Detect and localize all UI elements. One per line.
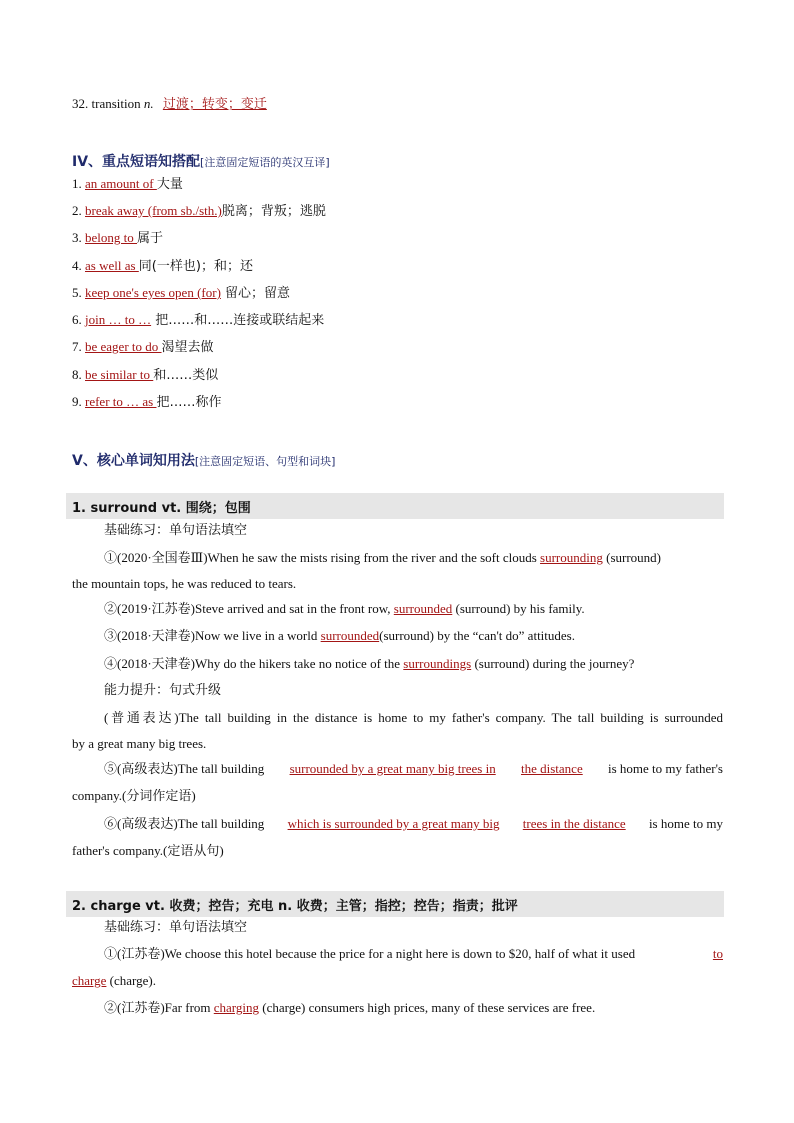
answer-text: to xyxy=(712,946,723,961)
question-1-cont xyxy=(72,973,156,989)
section-4-heading xyxy=(72,151,330,171)
meaning-text: 渴望去做 xyxy=(161,340,214,355)
question-text: is home to my father's xyxy=(607,761,723,776)
answer-text: surrounded xyxy=(320,628,380,643)
meaning-text: 大量 xyxy=(156,177,183,192)
phrase-item xyxy=(72,176,183,193)
basic-practice-label: 基础练习：单句语法填空 xyxy=(104,523,248,538)
question-1-cont: the mountain tops, he was reduced to tears. xyxy=(72,576,297,591)
question-text: ①(2020·全国卷Ⅲ)When he saw the mists rising from the river and the soft clouds xyxy=(104,550,541,565)
word-header: 2. charge vt. 收费；控告；充电 n. 收费；主管；指控；控告；指责；批评 xyxy=(72,899,518,914)
question-text: ⑥(高级表达)The tall building xyxy=(104,816,265,831)
answer-text: charging xyxy=(213,1000,260,1015)
question-1 xyxy=(104,946,723,962)
phrase-item xyxy=(72,339,214,356)
item-number: 9. xyxy=(72,394,85,409)
item-number: 6. xyxy=(72,312,85,327)
item-number: 7. xyxy=(72,339,85,354)
answer-text: break away (from sb./sth.) xyxy=(85,203,222,218)
advanced-expression-5-cont: company.(分词作定语) xyxy=(72,788,196,803)
item-number: 1. xyxy=(72,176,85,191)
answer-text: surrounded xyxy=(393,601,453,616)
question-text: (surround) xyxy=(602,550,662,565)
phrase-item xyxy=(72,394,221,411)
answer-text: 过渡；转变；变迁 xyxy=(162,97,267,112)
question-text: ②(江苏卷)Far from xyxy=(104,1000,214,1015)
phrase-item xyxy=(72,367,218,384)
answer-text: join … to … xyxy=(85,312,152,327)
basic-practice-label: 基础练习：单句语法填空 xyxy=(104,920,248,935)
phrase-item xyxy=(72,312,324,329)
answer-text: the distance xyxy=(520,761,583,776)
advanced-practice-label: 能力提升：句式升级 xyxy=(104,683,222,698)
question-text: ②(2019·江苏卷)Steve arrived and sat in the front row, xyxy=(104,601,394,616)
meaning-text: 同(一样也)；和；还 xyxy=(138,259,253,274)
answer-text: be similar to xyxy=(85,367,154,382)
question-text: (charge). xyxy=(106,973,156,988)
part-of-speech: n. xyxy=(143,96,154,111)
meaning-text: 属于 xyxy=(137,231,164,246)
answer-text: surroundings xyxy=(403,656,472,671)
plain-expression: (普通表达)The tall building in the distance is home to my father's company. The tall building is surrounded xyxy=(104,710,723,725)
section-title: IV、重点短语知搭配 xyxy=(72,154,201,170)
item-number: 2. xyxy=(72,203,85,218)
section-note: [注意固定短语的英汉互译] xyxy=(200,156,330,169)
phrase-item xyxy=(72,258,253,275)
question-text: ③(2018·天津卷)Now we live in a world xyxy=(104,628,321,643)
meaning-text: 留心；留意 xyxy=(220,286,291,301)
phrase-item xyxy=(72,203,326,220)
question-text: (surround) during the journey? xyxy=(471,656,635,671)
answer-text: charge xyxy=(72,973,107,988)
answer-text: belong to xyxy=(85,230,137,245)
question-text: ⑤(高级表达)The tall building xyxy=(104,761,265,776)
item-number: 8. xyxy=(72,367,85,382)
section-note: [注意固定短语、句型和词块] xyxy=(194,455,336,468)
meaning-text: 脱离；背叛；逃脱 xyxy=(221,204,326,219)
advanced-expression-5 xyxy=(104,761,723,777)
answer-text: an amount of xyxy=(85,176,157,191)
answer-text: refer to … as xyxy=(85,394,157,409)
question-text: is home to my xyxy=(648,816,723,831)
answer-text: trees in the distance xyxy=(522,816,626,831)
word-header: 1. surround vt. 围绕；包围 xyxy=(72,501,251,516)
question-3 xyxy=(104,628,575,644)
item-number: 5. xyxy=(72,285,85,300)
advanced-expression-6 xyxy=(104,816,723,832)
answer-text: surrounded by a great many big trees in xyxy=(289,761,496,776)
vocab-word: 32. transition xyxy=(72,96,144,111)
vocab-item-32 xyxy=(72,96,267,113)
question-2 xyxy=(104,601,585,617)
answer-text: as well as xyxy=(85,258,139,273)
answer-text: surrounding xyxy=(540,550,603,565)
question-2 xyxy=(104,1000,595,1016)
meaning-text: 把……和……连接或联结起来 xyxy=(151,313,325,328)
item-number: 4. xyxy=(72,258,85,273)
answer-text: be eager to do xyxy=(85,339,162,354)
question-text: (charge) consumers high prices, many of these services are free. xyxy=(259,1000,596,1015)
question-text: ①(江苏卷)We choose this hotel because the price for a night here is down to $20, half of what it used xyxy=(104,946,636,961)
meaning-text: 把……称作 xyxy=(156,395,222,410)
question-text: ④(2018·天津卷)Why do the hikers take no notice of the xyxy=(104,656,404,671)
question-4 xyxy=(104,656,634,672)
section-5-heading xyxy=(72,450,335,470)
advanced-expression-6-cont: father's company.(定语从句) xyxy=(72,843,224,858)
question-text: (surround) by the “can't do” attitudes. xyxy=(379,628,575,643)
phrase-item xyxy=(72,230,163,247)
meaning-text: 和……类似 xyxy=(153,368,219,383)
question-1 xyxy=(104,550,661,566)
section-title: V、核心单词知用法 xyxy=(72,453,195,469)
plain-expression-cont: by a great many big trees. xyxy=(72,736,207,751)
answer-text: keep one's eyes open (for) xyxy=(85,285,221,300)
item-number: 3. xyxy=(72,230,85,245)
phrase-item xyxy=(72,285,290,302)
answer-text: which is surrounded by a great many big xyxy=(287,816,500,831)
question-text: (surround) by his family. xyxy=(452,601,585,616)
